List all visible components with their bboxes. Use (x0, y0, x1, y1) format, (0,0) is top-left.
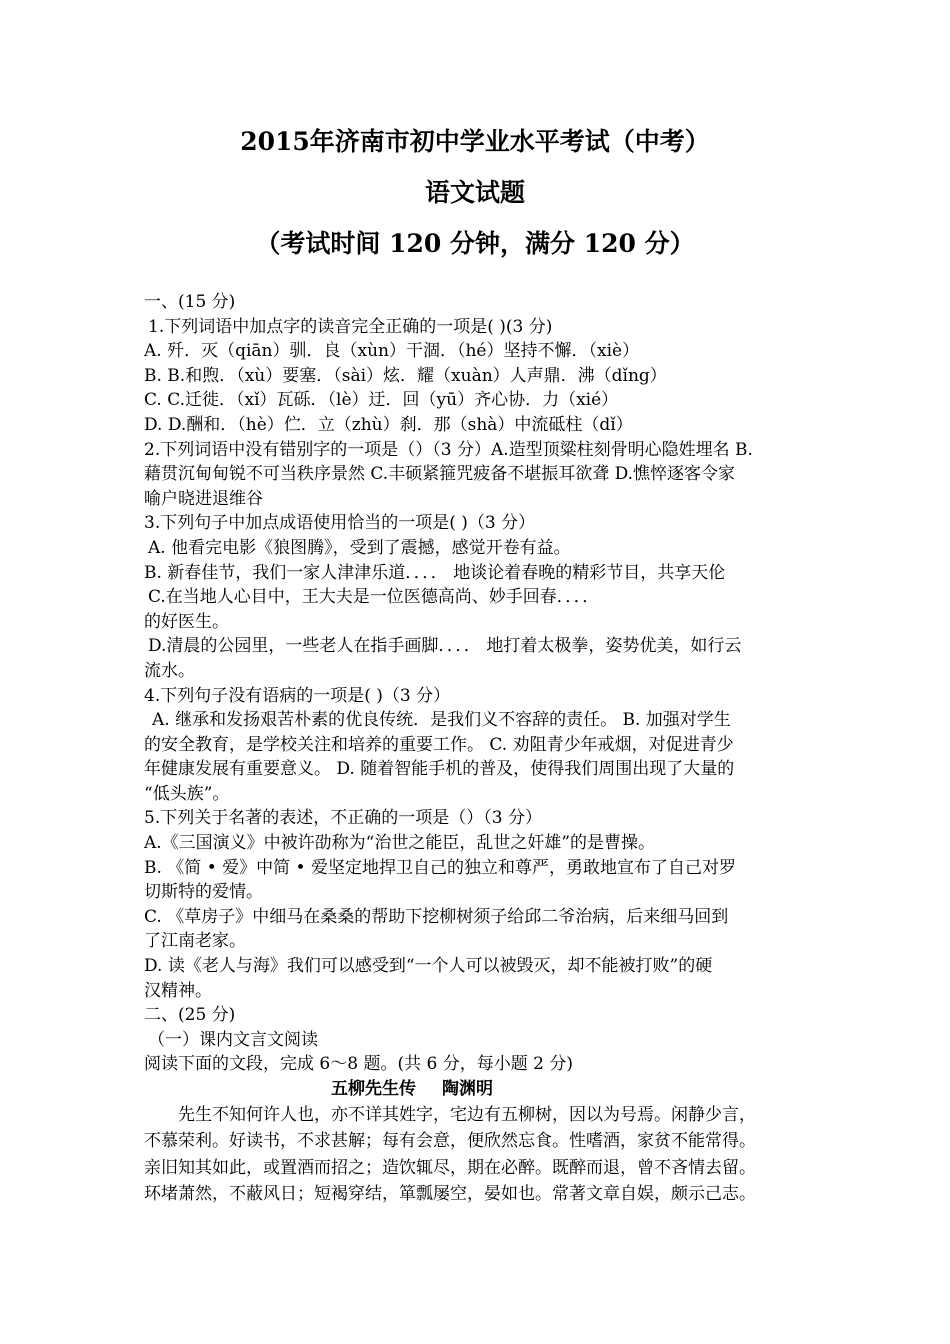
section-1-heading: 一、(15 分) (144, 292, 236, 312)
q5-option-c: C. 《草房子》中细马在桑桑的帮助下挖柳树须子给邱二爷治病，后来细马回到 (144, 906, 729, 927)
q4-options-line-4: “低头族”。 (144, 783, 230, 804)
passage-line-2: 不慕荣利。好读书，不求甚解；每有会意，便欣然忘食。性嗜酒，家贫不能常得。 (144, 1131, 756, 1152)
passage-heading (144, 1077, 814, 1102)
q5-option-b: B. 《简 • 爱》中简 • 爱坚定地捍卫自己的独立和尊严，勇敢地宣布了自己对罗 (144, 857, 736, 878)
section-2-subheading: （一）课内文言文阅读 (148, 1029, 318, 1050)
q5-option-c-line-2: 了江南老家。 (144, 931, 246, 952)
q1-option-d: D. D.酬和．（hè）伫．立（zhù）刹．那（shà）中流砥柱（dǐ） (144, 414, 633, 435)
q3-option-c-line-2: 的好医生。 (144, 611, 229, 632)
passage-line-1: 先生不知何许人也，亦不详其姓字，宅边有五柳树，因以为号焉。闲静少言， (178, 1104, 756, 1125)
q5-option-b-line-2: 切斯特的爱情。 (144, 882, 263, 903)
passage-author: 陶渊明 (442, 1079, 493, 1099)
passage-line-4: 环堵萧然，不蔽风日；短褐穿结，箪瓢屡空，晏如也。常著文章自娱，颇示己志。 (144, 1184, 756, 1205)
exam-info: （考试时间 120 分钟，满分 120 分） (255, 229, 695, 258)
q1-option-a: A. 歼．灭（qiān）驯．良（xùn）干涸．（hé）坚持不懈．（xiè） (144, 341, 640, 362)
question-2-line-2: 藉贯沉甸甸锐不可当秩序景然 C.丰硕紧箍咒疲备不堪振耳欲聋 D.憔悴逐客令家 (144, 464, 736, 485)
question-3: 3.下列句子中加点成语使用恰当的一项是( )（3 分） (144, 513, 536, 534)
question-2: 2.下列词语中没有错别字的一项是（）（3 分）A.造型顶粱柱刻骨明心隐姓埋名 B. (144, 439, 753, 460)
q3-option-c: C.在当地人心目中，王大夫是一位医德高尚、妙手回春．．．． (148, 587, 600, 608)
q3-option-b: B. 新春佳节，我们一家人津津乐道．．．． 地谈论着春晚的精彩节目，共享天伦 (144, 562, 726, 583)
reading-instruction: 阅读下面的文段，完成 6～8 题。(共 6 分，每小题 2 分) (144, 1054, 573, 1075)
q1-option-b: B. B.和煦．（xù）要塞．（sài）炫．耀（xuàn）人声鼎．沸（dǐng） (144, 365, 667, 386)
passage-line-3: 亲旧知其如此，或置酒而招之；造饮辄尽，期在必醉。既醉而退，曾不吝情去留。 (144, 1157, 756, 1178)
passage-title: 五柳先生传 (331, 1079, 416, 1099)
exam-title: 2015年济南市初中学业水平考试（中考） (240, 127, 710, 156)
question-2-line-3: 喻户晓进退维谷 (144, 488, 263, 509)
q3-option-a: A. 他看完电影《狼图腾》，受到了震撼，感觉开卷有益。 (148, 537, 571, 558)
q4-options-line-2: 的安全教育，是学校关注和培养的重要工作。 C. 劝阻青少年戒烟，对促进青少 (144, 734, 734, 755)
q3-option-d: D.清晨的公园里，一些老人在指手画脚．．．． 地打着太极拳，姿势优美，如行云 (148, 636, 742, 657)
q5-option-d: D. 读《老人与海》我们可以感受到“一个人可以被毁灭，却不能被打败”的硬 (144, 956, 713, 977)
q3-option-d-line-2: 流水。 (144, 660, 195, 681)
q5-option-a: A.《三国演义》中被许劭称为“治世之能臣，乱世之奸雄”的是曹操。 (144, 833, 656, 854)
q4-options: A. 继承和发扬艰苦朴素的优良传统．是我们义不容辞的责任。 B. 加强对学生 (152, 710, 731, 731)
q1-option-c: C. C.迁徙．（xǐ）瓦砾．（lè）迂．回（yū）齐心协．力（xié） (144, 390, 619, 411)
exam-subtitle: 语文试题 (424, 178, 525, 207)
section-2-heading: 二、(25 分) (144, 1005, 236, 1026)
question-1: 1.下列词语中加点字的读音完全正确的一项是( )(3 分) (148, 316, 553, 337)
question-4: 4.下列句子没有语病的一项是( )（3 分） (144, 685, 451, 706)
question-5: 5.下列关于名著的表述，不正确的一项是（）（3 分） (144, 808, 542, 829)
exam-body (144, 290, 814, 1208)
q5-option-d-line-2: 汉精神。 (144, 980, 212, 1001)
q4-options-line-3: 年健康发展有重要意义。 D. 随着智能手机的普及，使得我们周围出现了大量的 (144, 759, 735, 780)
